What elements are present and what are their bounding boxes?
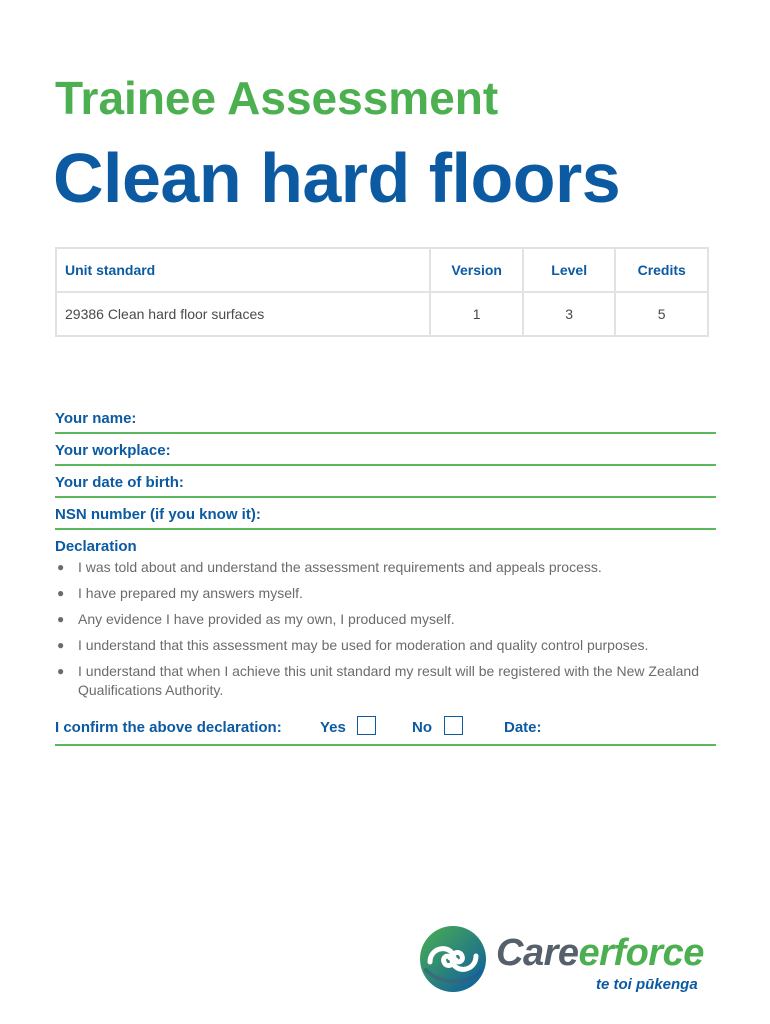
date-of-birth-field[interactable]: Your date of birth:	[55, 470, 716, 498]
no-checkbox[interactable]	[444, 716, 463, 735]
cell-credits: 5	[615, 292, 708, 336]
careerforce-logo	[418, 922, 718, 1002]
cell-unit-standard: 29386 Clean hard floor surfaces	[56, 292, 430, 336]
bullet-icon: ●	[57, 586, 65, 600]
brand-name: Careerforce	[496, 932, 704, 974]
yes-checkbox[interactable]	[357, 716, 376, 735]
table-row	[56, 292, 708, 336]
list-item	[55, 662, 720, 700]
bullet-icon: ●	[57, 560, 65, 574]
name-field[interactable]: Your name:	[55, 406, 716, 434]
declaration-item-text: Any evidence I have provided as my own, I produced myself.	[78, 611, 455, 627]
list-item	[55, 636, 720, 655]
list-item	[55, 558, 720, 577]
unit-standard-table	[55, 247, 709, 337]
bullet-icon: ●	[57, 638, 65, 652]
header-level: Level	[523, 248, 615, 292]
yes-label: Yes	[320, 719, 346, 736]
list-item	[55, 610, 720, 629]
workplace-field[interactable]: Your workplace:	[55, 438, 716, 466]
declaration-list	[55, 558, 720, 707]
table-header-row	[56, 248, 708, 292]
declaration-item-text: I have prepared my answers myself.	[78, 585, 303, 601]
date-label[interactable]: Date:	[504, 719, 542, 736]
brand-tagline: te toi pūkenga	[596, 976, 698, 993]
careerforce-swirl-icon	[418, 924, 488, 994]
cell-level: 3	[523, 292, 615, 336]
confirm-declaration-row	[55, 714, 716, 746]
bullet-icon: ●	[57, 612, 65, 626]
declaration-item-text: I understand that this assessment may be used for moderation and quality control purposes.	[78, 637, 649, 653]
bullet-icon: ●	[57, 664, 65, 678]
cell-version: 1	[430, 292, 523, 336]
header-version: Version	[430, 248, 523, 292]
no-label: No	[412, 719, 432, 736]
title-trainee-assessment: Trainee Assessment	[55, 72, 499, 124]
declaration-title: Declaration	[55, 538, 137, 555]
confirm-label: I confirm the above declaration:	[55, 719, 282, 736]
title-clean-hard-floors: Clean hard floors	[53, 139, 621, 217]
header-credits: Credits	[615, 248, 708, 292]
header-unit-standard: Unit standard	[56, 248, 430, 292]
declaration-item-text: I understand that when I achieve this unit standard my result will be registered with the New Zealand Qualifications Authority.	[78, 663, 699, 698]
nsn-number-field[interactable]: NSN number (if you know it):	[55, 502, 716, 530]
declaration-item-text: I was told about and understand the assessment requirements and appeals process.	[78, 559, 602, 575]
list-item	[55, 584, 720, 603]
